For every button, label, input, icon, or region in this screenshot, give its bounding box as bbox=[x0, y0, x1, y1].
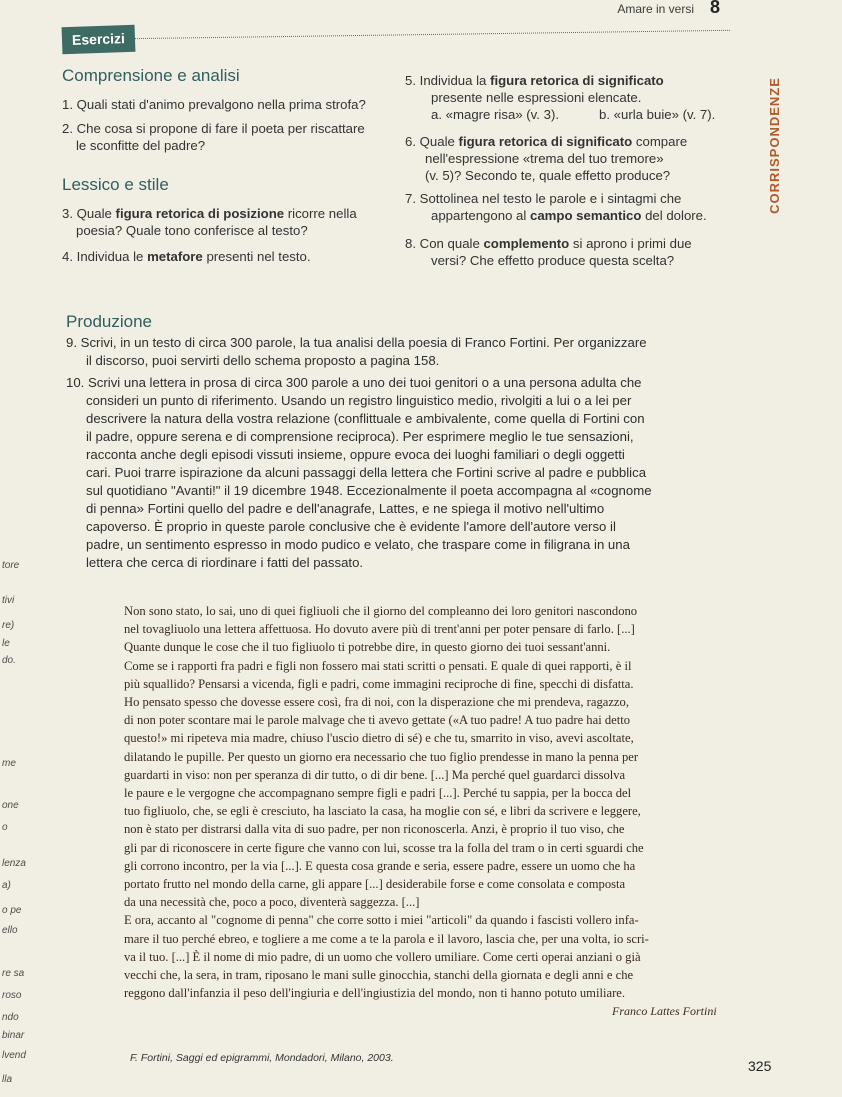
question-2-line-2: le sconfitte del padre? bbox=[76, 138, 206, 153]
margin-fragment: roso bbox=[2, 990, 22, 1001]
question-8-bold: complemento bbox=[483, 236, 570, 251]
question-10-line: capoverso. È proprio in queste parole conclusive che è evidente l'amore dell'autore verso il bbox=[86, 519, 616, 534]
letter-line: Non sono stato, lo sai, uno di quei figliuoli che il giorno del compleanno dei loro genitori nascondono bbox=[124, 604, 638, 618]
margin-fragment: one bbox=[2, 800, 19, 811]
question-6-bold: figura retorica di significato bbox=[458, 134, 633, 149]
question-8-line-2: versi? Che effetto produce questa scelta? bbox=[431, 253, 675, 268]
question-3-line-2: poesia? Quale tono conferisce al testo? bbox=[76, 223, 308, 238]
letter-line: da una necessità che, poco a poco, diventerà saggezza. [...] bbox=[124, 895, 420, 910]
margin-fragment: ndo bbox=[2, 1012, 19, 1023]
margin-fragment: do. bbox=[2, 655, 16, 666]
question-10-line: descrivere la natura della vostra relazione (conflittuale e ambivalente, come quella di Fortini con bbox=[86, 411, 645, 426]
question-3-bold: figura retorica di posizione bbox=[115, 206, 285, 221]
letter-line: Ho pensato spesso che dovesse essere così, fra di noi, con la disperazione che mi prendeva, ragazzo, bbox=[124, 695, 629, 710]
question-7-post: del dolore. bbox=[645, 208, 707, 223]
margin-fragment: re) bbox=[2, 620, 15, 631]
running-title: Amare in versi bbox=[617, 2, 694, 16]
margin-fragment: lenza bbox=[2, 858, 26, 869]
margin-fragment: o bbox=[2, 822, 8, 833]
letter-line: portato frutto nel mondo della carne, gli appare [...] desiderabile forse e come consolata e composta bbox=[124, 877, 626, 892]
question-10-line: lettera che cerca di riordinare i fatti del passato. bbox=[86, 555, 364, 570]
question-2-line-1: 2. Che cosa si propone di fare il poeta per riscattare bbox=[62, 121, 365, 136]
question-8-pre: Con quale bbox=[419, 236, 480, 251]
question-6-pre: Quale bbox=[419, 134, 455, 149]
letter-line: reggono dall'infanzia il peso dell'ingiuria e dell'ingiustizia del mondo, non ti hanno potuto umiliare. bbox=[124, 986, 626, 1001]
question-5-pre: Individua la bbox=[419, 73, 487, 88]
letter-line: tuo figliuolo, che, se egli è cresciuto, ha lasciato la casa, ha moglie con sé, e libri da scrivere e leggere, bbox=[124, 804, 641, 819]
question-7-number: 7. bbox=[405, 191, 416, 206]
letter-line: non è stato per distrarsi dalla vita di suo padre, per non riconoscerla. Anzi, è proprio il tuo viso, che bbox=[124, 822, 625, 837]
side-label bbox=[760, 70, 788, 220]
question-5-option-a: a. «magre risa» (v. 3). bbox=[431, 107, 560, 122]
question-9-line: il discorso, puoi servirti dello schema proposto a pagina 158. bbox=[86, 353, 440, 368]
question-3 bbox=[62, 205, 402, 239]
page-number: 325 bbox=[748, 1058, 772, 1074]
question-4-pre: Individua le bbox=[76, 249, 144, 264]
question-3-post: ricorre nella bbox=[287, 206, 357, 221]
question-7-pre: appartengono al bbox=[431, 208, 527, 223]
section-tab: Esercizi bbox=[62, 25, 136, 55]
question-4 bbox=[62, 248, 402, 265]
produzione-title: Produzione bbox=[66, 312, 153, 331]
chapter-number: 8 bbox=[709, 0, 720, 17]
question-7 bbox=[405, 190, 755, 224]
lessico-title: Lessico e stile bbox=[62, 175, 169, 194]
question-2 bbox=[62, 120, 402, 154]
question-10-line: il padre, oppure serena e di comprensione reciproca). Per esprimere meglio le tue sensazioni, bbox=[86, 429, 634, 444]
question-7-bold: campo semantico bbox=[530, 208, 642, 223]
question-10 bbox=[66, 374, 746, 572]
question-5-line-2: presente nelle espressioni elencate. bbox=[431, 90, 642, 105]
question-9-line: 9. Scrivi, in un testo di circa 300 parole, la tua analisi della poesia di Franco Fortini. Per organizzare bbox=[66, 335, 647, 350]
question-6-number: 6. bbox=[405, 134, 416, 149]
letter-line: E ora, accanto al "cognome di penna" che corre sotto i miei "articoli" da quando i fascisti vollero infa- bbox=[124, 913, 639, 928]
question-5 bbox=[405, 72, 755, 123]
letter-signature: Franco Lattes Fortini bbox=[612, 1004, 717, 1018]
margin-fragment: tore bbox=[2, 560, 20, 571]
comprensione-title: Comprensione e analisi bbox=[62, 66, 240, 85]
question-8-post: si aprono i primi due bbox=[572, 236, 692, 251]
margin-fragment: ello bbox=[2, 925, 18, 936]
question-6 bbox=[405, 133, 755, 184]
question-1 bbox=[62, 96, 402, 113]
question-5-number: 5. bbox=[405, 73, 416, 88]
question-1-text: 1. Quali stati d'animo prevalgono nella prima strofa? bbox=[62, 97, 366, 112]
letter-line: va il tuo. [...] È il nome di mio padre, di un uomo che vollero umiliare. Come certi operai anziani o già bbox=[124, 949, 641, 964]
question-6-line-3: (v. 5)? Secondo te, quale effetto produce? bbox=[425, 168, 671, 183]
question-10-line: 10. Scrivi una lettera in prosa di circa 300 parole a uno dei tuoi genitori o a una persona adulta che bbox=[66, 375, 642, 390]
question-7-line-1: Sottolinea nel testo le parole e i sintagmi che bbox=[419, 191, 682, 206]
letter-line: gli corrono incontro, per la via [...]. E questa cosa grande e seria, essere padre, essere un uomo che ha bbox=[124, 858, 636, 873]
margin-fragment: lla bbox=[2, 1074, 13, 1085]
letter-line: guardarti in viso: non per speranza di dir tutto, o di dir bene. [...] Ma perché quel guardarci dissolva bbox=[124, 767, 626, 782]
question-6-line-2: nell'espressione «trema del tuo tremore» bbox=[425, 151, 664, 166]
question-10-line: padre, un sentimento espresso in modo pudico e velato, che traspare come in filigrana in una bbox=[86, 537, 630, 552]
question-4-number: 4. bbox=[62, 249, 73, 264]
letter-line: vecchi che, la sera, in tram, riposano le mani sulle ginocchia, stanchi della giornata e degli anni e che bbox=[124, 968, 634, 983]
header-rule bbox=[130, 30, 730, 39]
question-8 bbox=[405, 235, 755, 269]
letter-line: mare il tuo perché ebreo, e togliere a me come a te la parola e il lavoro, lascia che, per una volta, io scri- bbox=[124, 931, 649, 946]
question-10-line: cari. Puoi trarre ispirazione da alcuni passaggi della lettera che Fortini scrive al padre e pubblica bbox=[86, 465, 647, 480]
letter-line: questo!» mi ripeteva mia madre, chiuso l'uscio dietro di sé) e che tu, smarrito in viso, avevi ascoltate, bbox=[124, 731, 634, 746]
question-5-option-b: b. «urla buie» (v. 7). bbox=[599, 107, 716, 122]
question-4-bold: metafore bbox=[147, 249, 203, 264]
letter-line: le paure e le vergogne che accompagnano sempre figli e padri [...]. Perché tu sappia, per la bocca del bbox=[124, 786, 632, 801]
question-4-post: presenti nel testo. bbox=[206, 249, 311, 264]
question-10-line: racconta anche degli episodi vissuti insieme, oppure evoca dei luoghi familiari o degli oggetti bbox=[86, 447, 625, 462]
margin-fragment: re sa bbox=[2, 968, 25, 979]
question-3-number: 3. bbox=[62, 206, 73, 221]
letter-excerpt bbox=[124, 602, 764, 1002]
question-10-line: consideri un punto di riferimento. Usando un registro linguistico medio, rivolgiti a lui o a lei per bbox=[86, 393, 632, 408]
letter-line: Quante dunque le cose che il tuo figliuolo ti potrebbe dire, in questo giorno dei tuoi sessant'anni. bbox=[124, 640, 611, 655]
question-9 bbox=[66, 334, 746, 370]
question-10-line: sul quotidiano "Avanti!" il 19 dicembre 1948. Eccezionalmente il poeta accompagna al «cognome bbox=[86, 483, 652, 498]
letter-line: dilatando le pupille. Per questo un giorno era necessario che tuo figlio prendesse in mano la penna per bbox=[124, 749, 639, 764]
letter-line: Come se i rapporti fra padri e figli non fossero mai stati scritti o pensati. E quale di quei rapporti, è il bbox=[124, 658, 632, 673]
margin-fragment: a) bbox=[2, 880, 11, 891]
letter-line: di non poter scontare mai le parole malvage che ti avevo gettate («A tuo padre! A tuo padre hai detto bbox=[124, 713, 631, 728]
source-citation: F. Fortini, Saggi ed epigrammi, Mondadori, Milano, 2003. bbox=[130, 1052, 394, 1064]
side-label-text: CORRISPONDENZE bbox=[766, 76, 782, 214]
letter-line: più squallido? Pensarsi a vicenda, figli e padri, come immagini reciproche di fine, specchi di disfatta. bbox=[124, 676, 634, 691]
margin-fragment: me bbox=[2, 758, 16, 769]
question-5-bold: figura retorica di significato bbox=[490, 73, 664, 88]
question-6-post: compare bbox=[635, 134, 688, 149]
margin-fragment: binar bbox=[2, 1030, 25, 1041]
question-3-pre: Quale bbox=[76, 206, 112, 221]
letter-line: gli par di riconoscere in certe figure che vanno con lui, scosse tra la folla del tram o in certi sguardi che bbox=[124, 840, 644, 855]
margin-fragment: tivi bbox=[2, 595, 15, 606]
letter-line: nel tovagliuolo una lettera affettuosa. Ho dovuto avere più di trent'anni per poter pensare di farlo. [...] bbox=[124, 622, 635, 637]
margin-fragment: o pe bbox=[2, 905, 22, 916]
question-8-number: 8. bbox=[405, 236, 416, 251]
margin-fragment: le bbox=[2, 638, 10, 649]
margin-fragment: lvend bbox=[2, 1050, 26, 1061]
question-10-line: di penna» Fortini quello del padre e dell'anagrafe, Lattes, e ne spiega il motivo nell'ultimo bbox=[86, 501, 605, 516]
